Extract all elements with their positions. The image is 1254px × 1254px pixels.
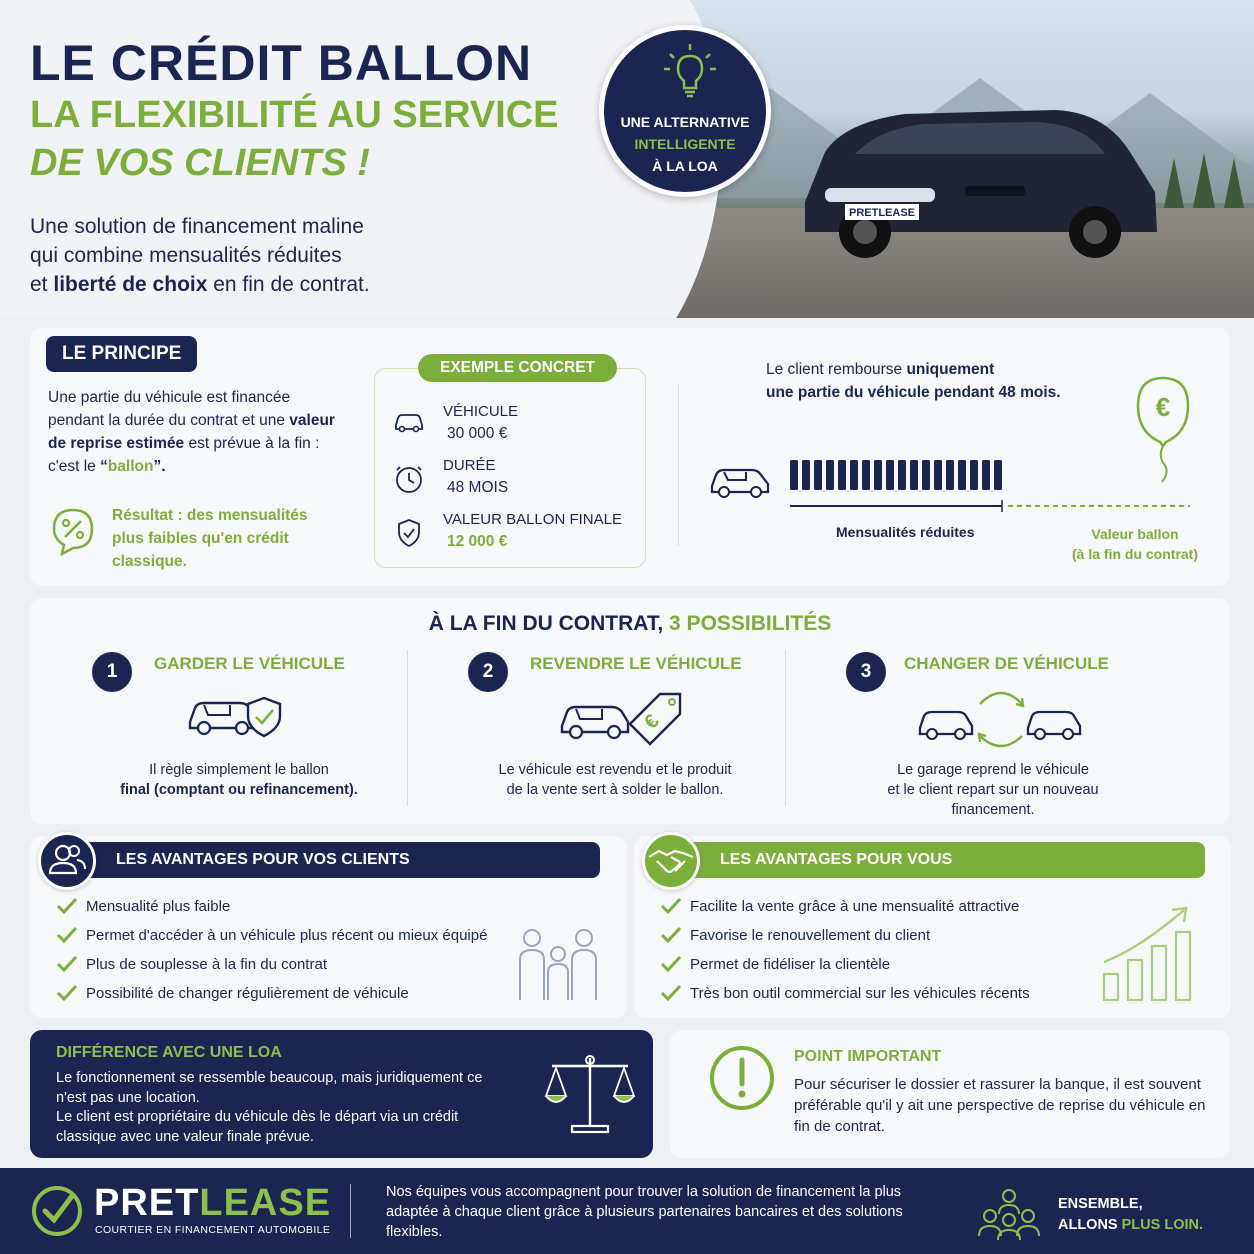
valeur-line: (à la fin du contrat) [1072,546,1198,562]
principe-section [30,328,1230,586]
check-icon [56,896,78,916]
list-item [56,896,487,925]
option-number: 3 [846,652,886,692]
option-revendre [426,650,804,820]
loa-difference-section [30,1030,653,1158]
list-item-text: Possibilité de changer régulièrement de véhicule [86,985,409,1002]
option-title: REVENDRE LE VÉHICULE [530,654,742,673]
brand-tagline: COURTIER EN FINANCEMENT AUTOMOBILE [95,1224,331,1236]
divider [678,384,679,546]
option-desc-line: final (comptant ou refinancement). [120,782,358,798]
avantages-clients-section [30,836,627,1018]
option-desc-line: Le véhicule est revendu et le produit [498,762,732,778]
check-icon [660,983,682,1003]
badge-line: À LA LOA [652,158,718,174]
clock-icon [393,463,425,495]
car-shield-icon [186,684,286,748]
divider [407,650,408,806]
euro-symbol: € [1155,392,1171,422]
repayment-bar [874,460,882,490]
vehicule-value: 30 000 € [447,425,508,442]
car-price-tag-icon [560,684,690,748]
repayment-bar [802,460,810,490]
option-description [426,760,804,800]
option-number: 2 [468,652,508,692]
ballon-value: 12 000 € [447,533,508,550]
avantages-vous-section [634,836,1231,1018]
hero-section [0,0,1254,318]
intro-line [30,270,450,299]
intro-line: qui combine mensualités réduites [30,244,342,267]
check-icon [56,954,78,974]
list-item [660,983,1030,1012]
repayment-bar [982,460,990,490]
handshake-icon [645,835,697,887]
license-plate-text: PRETLEASE [848,207,916,219]
repayment-bar [994,460,1002,490]
check-icon [660,954,682,974]
footer-slogan [1058,1194,1203,1236]
repayment-bar [910,460,918,490]
badge-line: INTELLIGENTE [634,136,736,152]
option-changer [804,650,1182,820]
exemple-concret-box [374,359,646,568]
page-title: LE CRÉDIT BALLON [30,35,533,91]
intro-text-part: et [30,273,54,296]
loa-title: DIFFÉRENCE AVEC UNE LOA [56,1044,282,1061]
rembourse-bold: uniquement [906,361,995,378]
option-desc-line: financement. [951,802,1035,818]
list-item [56,983,487,1012]
desc-text: est prévue à la fin : c'est le [48,435,320,475]
avantages-vous-header: LES AVANTAGES POUR VOUS [684,842,1205,878]
desc-quote: ”. [153,458,166,475]
users-icon-circle [38,832,96,890]
avantages-clients-header: LES AVANTAGES POUR VOS CLIENTS [80,842,600,878]
point-important-section [670,1030,1230,1158]
repayment-bar [886,460,894,490]
scales-icon [542,1052,638,1138]
euro-symbol: € [640,710,664,734]
list-item [660,896,1030,925]
valeur-ballon-label [1060,524,1210,564]
repayment-bar [838,460,846,490]
page-subtitle-line1: LA FLEXIBILITÉ AU SERVICE [30,94,559,136]
slogan-part: PLUS LOIN. [1121,1217,1204,1233]
repayment-bar [898,460,906,490]
repayment-bar [970,460,978,490]
list-item [56,954,487,983]
repayment-bar [826,460,834,490]
avantages-vous-list [660,896,1030,1012]
option-number: 1 [92,652,132,692]
loa-text [56,1069,516,1147]
pretlease-check-logo-icon [30,1184,84,1238]
balloon-euro-icon [1128,374,1198,494]
option-desc-line: et le client repart sur un nouveau [887,782,1099,798]
shield-icon [393,517,425,549]
brand-part: LEASE [199,1182,332,1224]
list-item [660,954,1030,983]
intro-bold-part: liberté de choix [53,273,208,296]
car-icon [393,409,425,433]
brand-part: PRET [94,1182,200,1224]
slogan-line: ENSEMBLE, [1058,1196,1143,1212]
divider [785,650,786,806]
footer-text: Nos équipes vous accompagnent pour trouver la solution de financement la plus adaptée à chaque client grâce à plusieurs partenaires bancaires et des solutions flexibles. [386,1184,903,1240]
repayment-bar [946,460,954,490]
desc-ballon: ballon [107,458,154,475]
repayment-bar [862,460,870,490]
option-desc-line: Il règle simplement le ballon [149,762,329,778]
list-item-text: Plus de souplesse à la fin du contrat [86,956,327,973]
option-title: GARDER LE VÉHICULE [154,654,345,673]
intro-text-part: en fin de contrat. [207,273,370,296]
ballon-label: VALEUR BALLON FINALE [443,511,622,528]
family-icon [514,924,602,1004]
list-item-text: Permet de fidéliser la clientèle [690,956,891,973]
desc-quote: “ [100,458,108,475]
principe-tag: LE PRINCIPE [46,336,197,372]
repayment-bar [850,460,858,490]
list-item-text: Mensualité plus faible [86,898,231,915]
fin-title-green: 3 POSSIBILITÉS [669,612,832,635]
slogan-part: ALLONS [1058,1217,1122,1233]
repayment-bar [958,460,966,490]
brand-logo-text [94,1182,331,1225]
check-icon [56,983,78,1003]
repayment-bar [934,460,942,490]
repayment-bar [922,460,930,490]
principe-result: Résultat : des mensualités plus faibles qu'en crédit classique. [112,507,308,570]
repayment-bar [814,460,822,490]
principe-description [48,386,338,478]
badge-line: UNE ALTERNATIVE [620,114,750,130]
check-icon [660,896,682,916]
avantages-clients-list [56,896,487,1012]
divider [350,1184,351,1238]
percent-icon [48,506,98,556]
option-title: CHANGER DE VÉHICULE [904,654,1109,673]
rembourse-pre: Le client rembourse [766,361,907,378]
intro-text [30,212,450,299]
lightbulb-icon [660,42,720,106]
list-item-text: Très bon outil commercial sur les véhicules récents [690,985,1030,1002]
car-icon [706,456,774,500]
handshake-icon-circle [642,832,700,890]
option-desc-line: Le garage reprend le véhicule [897,762,1089,778]
option-garder [50,650,428,820]
desc-bold: valeur de reprise estimée [48,412,335,452]
list-item [56,925,487,954]
fin-contrat-section [30,598,1230,824]
check-icon [660,925,682,945]
important-title: POINT IMPORTANT [794,1048,942,1065]
rembourse-bold: une partie du véhicule pendant 48 mois. [766,384,1061,401]
rembourse-text [766,358,1086,404]
desc-text: Une partie du véhicule est financée pendant la durée du contrat et une [48,389,291,429]
option-desc-line: de la vente sert à solder le ballon. [506,782,724,798]
important-text: Pour sécuriser le dossier et rassurer la banque, il est souvent préférable qu'il y ait une perspective de reprise du véhicule en fin de contrat. [794,1076,1206,1135]
page-subtitle-line2: DE VOS CLIENTS ! [30,142,370,184]
suv-car-image [785,92,1165,262]
exemple-tag: EXEMPLE CONCRET [418,354,617,382]
exclamation-icon [706,1042,778,1114]
loa-text-line: Le client est propriétaire du véhicule dès le départ via un crédit classique avec une valeur finale prévue. [56,1109,459,1145]
duree-value: 48 MOIS [447,479,509,496]
vehicule-label: VÉHICULE [443,403,519,420]
team-icon [974,1186,1044,1242]
duree-label: DURÉE [443,457,496,474]
fin-title [30,612,1230,636]
fin-title-pre: À LA FIN DU CONTRAT, [428,612,670,635]
list-item-text: Permet d'accéder à un véhicule plus récent ou mieux équipé [86,927,488,944]
check-icon [56,925,78,945]
footer [0,1168,1254,1254]
option-description [50,760,428,800]
intro-line: Une solution de financement maline [30,215,364,238]
car-exchange-icon [916,684,1086,750]
users-icon [41,835,93,887]
list-item-text: Facilite la vente grâce à une mensualité attractive [690,898,1020,915]
valeur-line: Valeur ballon [1091,526,1179,542]
loa-text-line: Le fonctionnement se ressemble beaucoup, mais juridiquement ce n'est pas une location. [56,1070,483,1106]
alternative-badge [599,25,771,197]
list-item [660,925,1030,954]
list-item-text: Favorise le renouvellement du client [690,927,931,944]
mensualites-label: Mensualités réduites [836,524,975,540]
repayment-bar [790,460,798,490]
growth-chart-icon [1100,904,1196,1004]
option-description [804,760,1182,820]
